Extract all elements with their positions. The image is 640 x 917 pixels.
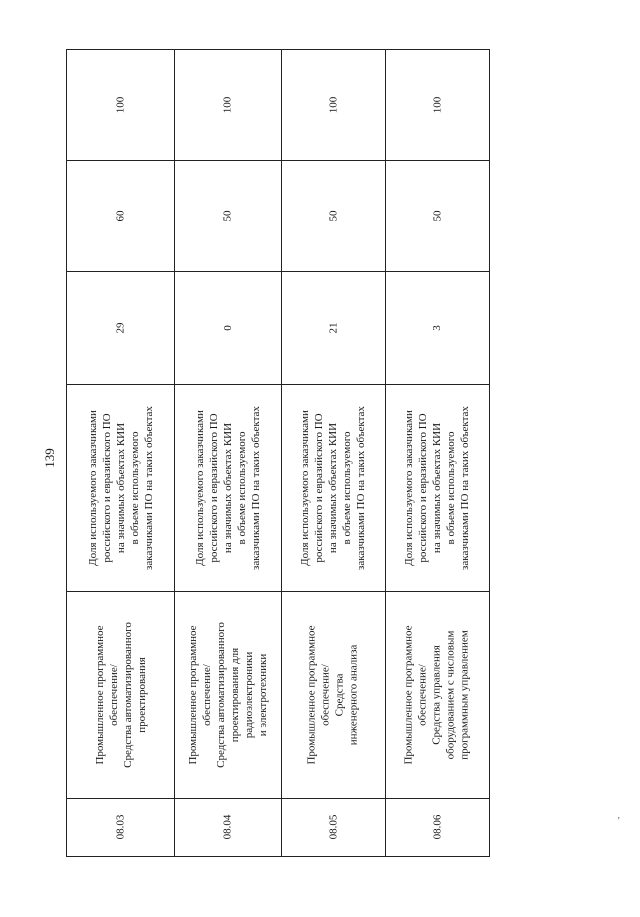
table-row-1-value-1-cell (67, 271, 174, 384)
row-code: 08.04 (221, 814, 234, 840)
row-value-2: 50 (221, 210, 234, 221)
table-row-4-value-1-cell (385, 271, 489, 384)
table-row-4-indicator-cell (385, 384, 489, 591)
row-value-3: 100 (327, 96, 339, 114)
row-value-3: 100 (114, 96, 127, 114)
row-value-2: 60 (114, 210, 127, 221)
table-row-2-name-cell (174, 591, 281, 798)
row-name: Промышленное программное обеспечение/ Средства автоматизированного проектирования (93, 621, 148, 768)
table-row-1-name-cell (67, 591, 174, 798)
table-row-1-value-3-cell (67, 50, 174, 160)
table-row-1-value-2-cell (67, 160, 174, 271)
table-row-2-value-3-cell (174, 50, 281, 160)
page-number (40, 438, 60, 478)
row-value-2: 50 (431, 210, 443, 221)
row-indicator: Доля используемого заказчиками российского и евразийского ПО на значимых объектах КИИ в объеме используемого заказчиками ПО на таких объектах (193, 405, 262, 570)
row-code: 08.05 (327, 814, 339, 840)
row-value-2: 50 (327, 210, 339, 221)
table-row-1-code-cell (67, 798, 174, 856)
row-value-1: 29 (114, 322, 127, 333)
row-name: Промышленное программное обеспечение/ Средства автоматизированного проектирования для радиоэлектроники и электротехники (186, 621, 269, 768)
table-row-2-indicator-cell (174, 384, 281, 591)
table-row-2-code-cell (174, 798, 281, 856)
row-value-1: 0 (221, 324, 234, 331)
table-row-3-code-cell (281, 798, 385, 856)
row-name: Промышленное программное обеспечение/ Средства инженерного анализа (306, 624, 361, 765)
row-value-3: 100 (431, 96, 443, 114)
row-value-1: 21 (327, 322, 339, 333)
table-row-3-indicator-cell (281, 384, 385, 591)
table-row-4-value-2-cell (385, 160, 489, 271)
table-row-4-code-cell (385, 798, 489, 856)
row-indicator: Доля используемого заказчиками российского и евразийского ПО на значимых объектах КИИ в объеме используемого заказчиками ПО на таких объектах (86, 405, 155, 570)
table-row-3-value-2-cell (281, 160, 385, 271)
data-table (66, 49, 490, 857)
table-row-1-indicator-cell (67, 384, 174, 591)
table-row-3-name-cell (281, 591, 385, 798)
table-row-2-value-2-cell (174, 160, 281, 271)
table-row-3-value-3-cell (281, 50, 385, 160)
scan-speck: ’ (617, 816, 621, 827)
row-code: 08.06 (431, 814, 443, 840)
row-indicator: Доля используемого заказчиками российского и евразийского ПО на значимых объектах КИИ в объеме используемого заказчиками ПО на таких объектах (403, 405, 471, 570)
row-name: Промышленное программное обеспечение/ Средства управления оборудованием с числовым программным управлением (403, 624, 472, 765)
row-value-1: 3 (431, 324, 443, 331)
row-indicator: Доля используемого заказчиками российского и евразийского ПО на значимых объектах КИИ в объеме используемого заказчиками ПО на таких объектах (299, 405, 367, 570)
row-code: 08.03 (114, 814, 127, 840)
table-row-2-value-1-cell (174, 271, 281, 384)
row-value-3: 100 (221, 96, 234, 114)
table-row-4-value-3-cell (385, 50, 489, 160)
page-number-text: 139 (42, 448, 57, 468)
table-row-3-value-1-cell (281, 271, 385, 384)
table-row-4-name-cell (385, 591, 489, 798)
